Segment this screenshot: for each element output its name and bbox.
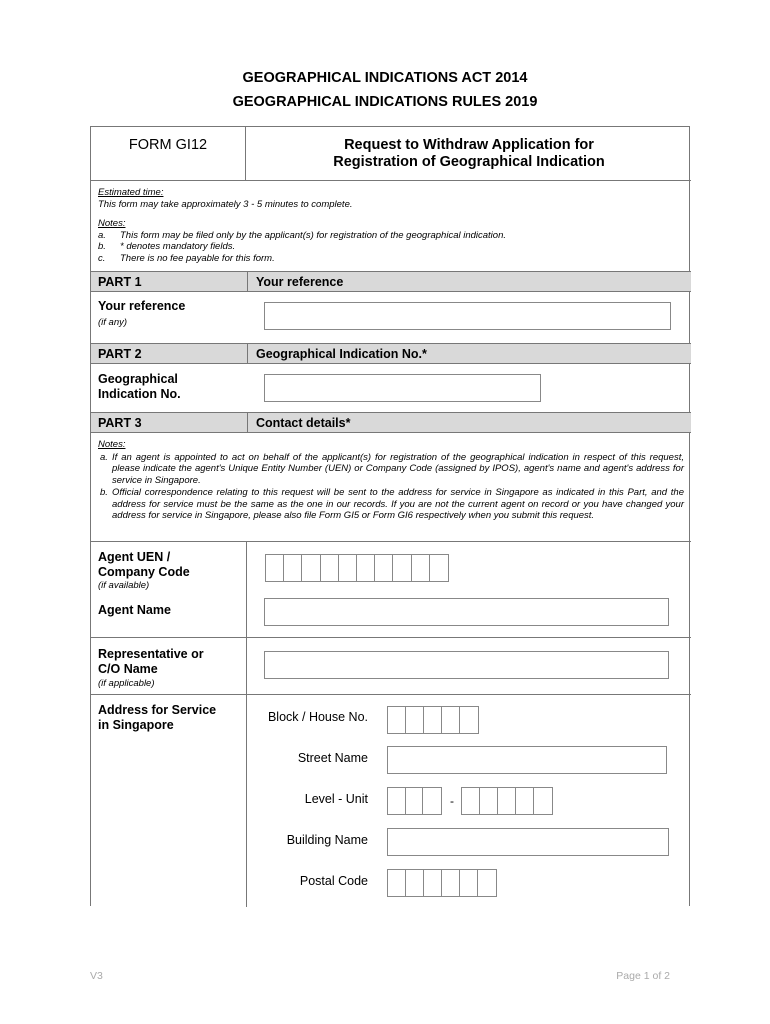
- form-title-row: [91, 127, 691, 181]
- divider: [91, 637, 691, 638]
- representative-label: Representative or C/O Name: [98, 647, 204, 676]
- unit-input[interactable]: [461, 787, 553, 815]
- address-label: Address for Service in Singapore: [98, 703, 217, 732]
- note-item: a. This form may be filed only by the applicant(s) for registration of the geographical indication.: [98, 229, 507, 241]
- part2-header: [91, 343, 691, 364]
- part1-label: PART 1: [98, 275, 142, 289]
- note-item: c. There is no fee payable for this form.: [98, 252, 275, 264]
- divider: [91, 694, 691, 695]
- part2-title: Geographical Indication No.*: [247, 344, 691, 363]
- part3-notes: [98, 439, 684, 522]
- your-reference-input[interactable]: [264, 302, 671, 330]
- building-input[interactable]: [387, 828, 669, 856]
- part1-header: [91, 271, 691, 292]
- general-notes: [98, 187, 684, 264]
- rules-heading: GEOGRAPHICAL INDICATIONS RULES 2019: [232, 94, 538, 110]
- street-label: Street Name: [297, 751, 368, 765]
- form-number: FORM GI12: [91, 127, 246, 181]
- representative-sub: (if applicable): [98, 678, 155, 689]
- your-reference-sub: (if any): [98, 317, 128, 328]
- part3-label: PART 3: [98, 416, 142, 430]
- level-input[interactable]: [387, 787, 442, 815]
- street-input[interactable]: [387, 746, 667, 774]
- gi-number-label: Geographical Indication No.: [98, 372, 181, 401]
- your-reference-label: Your reference: [98, 299, 186, 313]
- page-number: Page 1 of 2: [616, 970, 670, 982]
- form-title-line2: Registration of Geographical Indication: [333, 154, 605, 170]
- divider: [91, 541, 691, 542]
- version-label: V3: [90, 970, 103, 982]
- agent-name-input[interactable]: [264, 598, 669, 626]
- form-title-line1: Request to Withdraw Application for: [344, 137, 594, 153]
- building-label: Building Name: [286, 833, 368, 847]
- level-unit-label: Level - Unit: [304, 792, 368, 806]
- part3-header: [91, 412, 691, 433]
- form-title: [247, 127, 691, 171]
- part3-note-item: a. If an agent is appointed to act on behalf of the applicant(s) for registration of the geographical indication in respect of this request, please indicate the agent's Unique Entity Number (UEN) or Company Code (assigned by IPOS), agent's name and agent's address for service in Singapore.: [100, 451, 684, 486]
- agent-uen-label: Agent UEN / Company Code: [98, 550, 190, 579]
- estimated-time-label: Estimated time:: [98, 187, 164, 198]
- act-heading: GEOGRAPHICAL INDICATIONS ACT 2014: [242, 70, 528, 86]
- agent-uen-sub: (if available): [98, 580, 150, 591]
- part2-label: PART 2: [98, 347, 142, 361]
- note-item: b. * denotes mandatory fields.: [98, 241, 236, 252]
- gi-number-input[interactable]: [264, 374, 541, 402]
- part3-notes-label: Notes:: [98, 439, 126, 450]
- part3-note-item: b. Official correspondence relating to this request will be sent to the address for service in Singapore as indicated in this Part, and the address for service must be the same as the one in our records. If you are not the current agent on record or you have changed your address for service in Singapore, please also file Form GI5 or Form GI6 respectively when you submit this request.: [100, 487, 684, 521]
- postal-input[interactable]: [387, 869, 497, 897]
- notes-label: Notes:: [98, 218, 126, 229]
- representative-input[interactable]: [264, 651, 669, 679]
- part1-title: Your reference: [247, 272, 691, 291]
- level-unit-dash: -: [450, 794, 454, 808]
- postal-label: Postal Code: [299, 874, 368, 888]
- block-label: Block / House No.: [267, 710, 368, 724]
- estimated-time-text: This form may take approximately 3 - 5 minutes to complete.: [98, 198, 353, 210]
- part3-title: Contact details*: [247, 413, 691, 432]
- block-input[interactable]: [387, 706, 479, 734]
- form-container: [90, 126, 690, 906]
- agent-name-label: Agent Name: [98, 603, 171, 617]
- agent-uen-input[interactable]: [265, 554, 449, 582]
- column-divider: [246, 541, 247, 907]
